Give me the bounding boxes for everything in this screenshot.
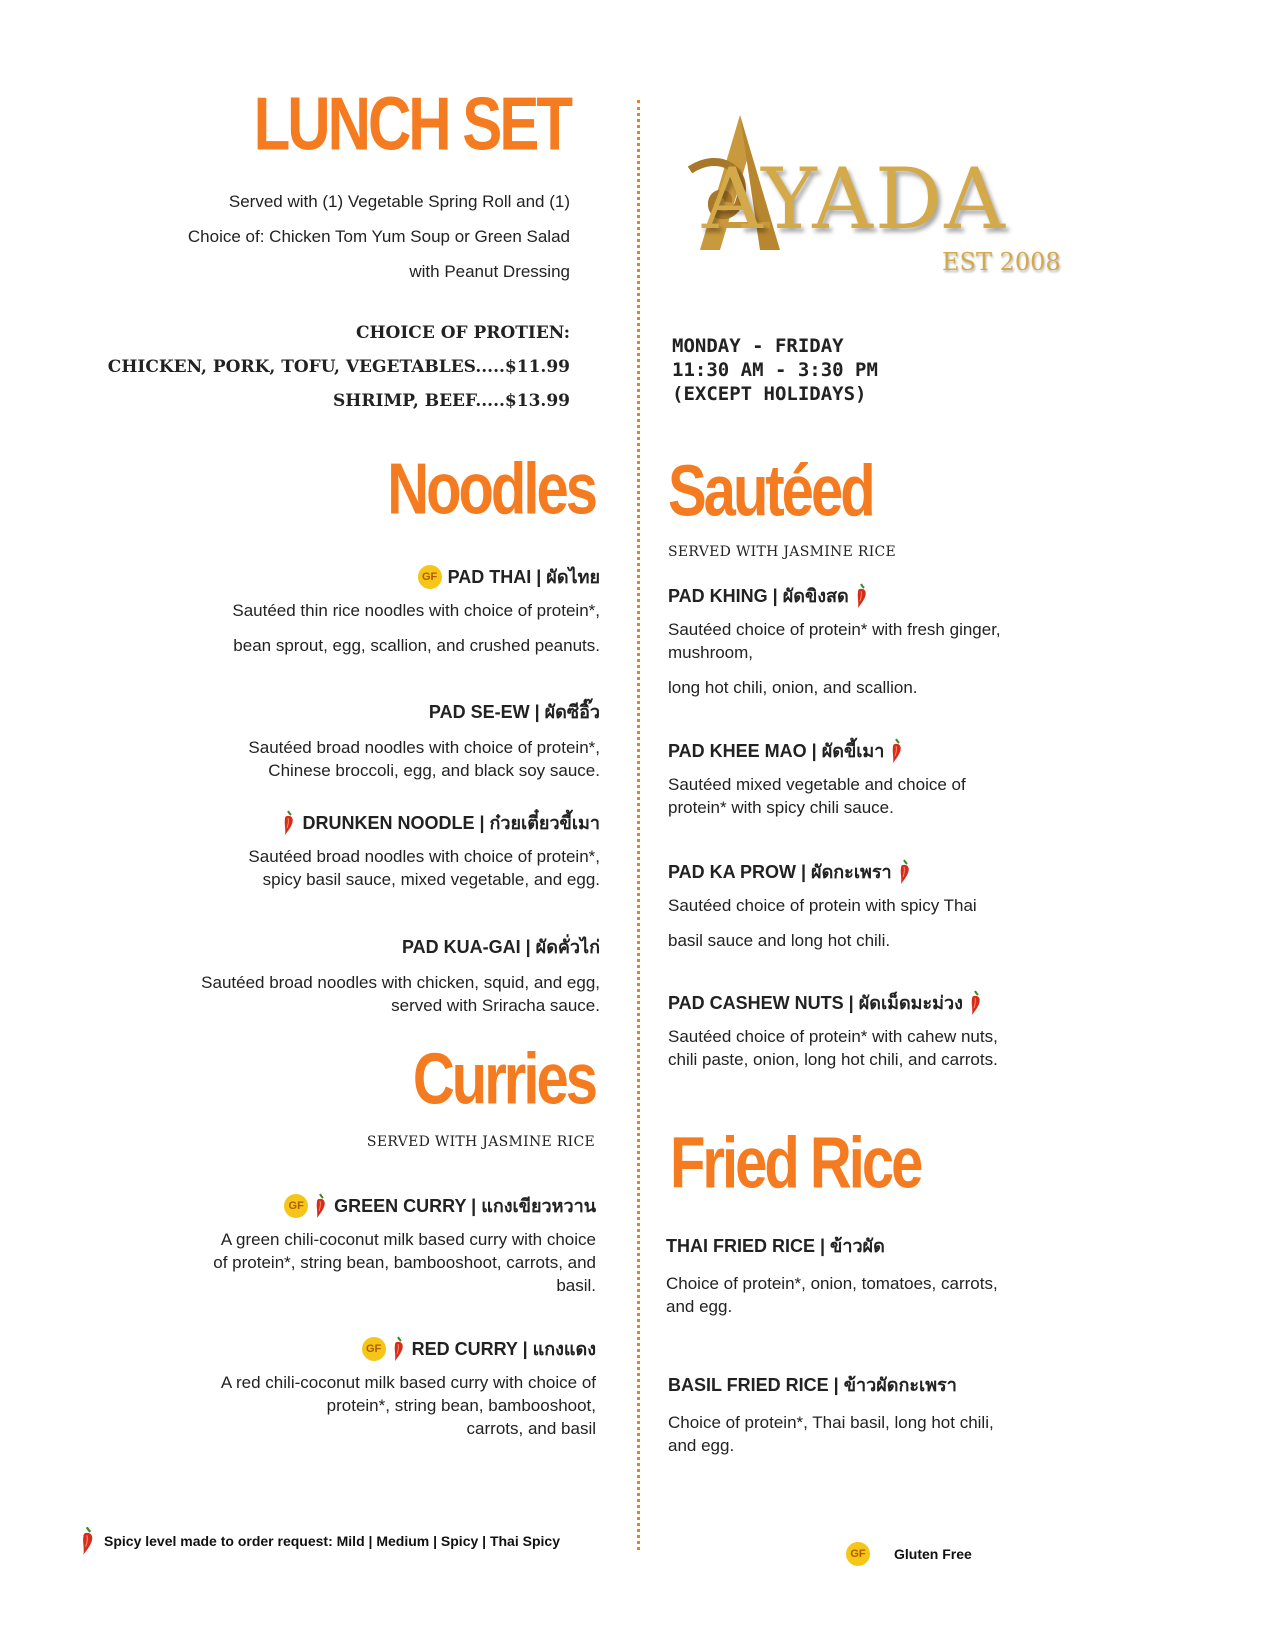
item-desc-line: protein* with spicy chili sauce. bbox=[668, 798, 894, 817]
hours-block bbox=[672, 334, 878, 406]
curries-subtitle: SERVED WITH JASMINE RICE bbox=[366, 1134, 595, 1150]
fried-rice-title: Fried Rice bbox=[670, 1122, 921, 1204]
item-desc-line: Choice of protein*, onion, tomatoes, carrots, bbox=[666, 1274, 998, 1293]
chili-pepper-icon bbox=[282, 810, 296, 836]
item-desc-line: bean sprout, egg, scallion, and crushed peanuts. bbox=[233, 636, 600, 655]
protein-pricing bbox=[100, 316, 570, 418]
item-desc-line: basil. bbox=[556, 1276, 596, 1295]
item-name: PAD SE-EW | ผัดซีอิ๊ว bbox=[428, 702, 600, 722]
price-line-2: SHRIMP, BEEF.....$13.99 bbox=[333, 391, 570, 411]
sauteed-item-pad-khee-mao bbox=[668, 736, 1068, 819]
item-desc-line: Sautéed broad noodles with choice of protein*, bbox=[248, 847, 600, 866]
curry-item-red-curry bbox=[150, 1334, 596, 1440]
gf-badge-icon: GF bbox=[362, 1337, 386, 1361]
item-desc-line: A red chili-coconut milk based curry with choice of bbox=[220, 1373, 596, 1392]
chili-pepper-icon bbox=[80, 1526, 96, 1556]
spicy-legend-text: Spicy level made to order request: Mild | Medium | Spicy | Thai Spicy bbox=[104, 1533, 560, 1549]
item-desc-line: carrots, and basil bbox=[466, 1419, 596, 1438]
ayada-logo bbox=[680, 110, 1120, 290]
logo-est: EST 2008 bbox=[942, 248, 1061, 276]
protein-heading: CHOICE OF PROTIEN: bbox=[355, 323, 570, 343]
chili-pepper-icon bbox=[392, 1336, 406, 1362]
chili-pepper-icon bbox=[969, 990, 983, 1016]
curries-title: Curries bbox=[412, 1038, 595, 1120]
lunch-desc-line: Choice of: Chicken Tom Yum Soup or Green Salad bbox=[187, 227, 570, 246]
sauteed-item-pad-cashew-nuts bbox=[668, 988, 1088, 1071]
item-name: BASIL FRIED RICE | ข้าวผัดกะเพรา bbox=[668, 1375, 957, 1395]
price-line-1: CHICKEN, PORK, TOFU, VEGETABLES.....$11.99 bbox=[107, 357, 570, 377]
item-name: PAD KUA-GAI | ผัดคั่วไก่ bbox=[401, 937, 600, 957]
item-desc-line: A green chili-coconut milk based curry with choice bbox=[220, 1230, 596, 1249]
lunch-description bbox=[120, 184, 570, 289]
chili-pepper-icon bbox=[314, 1193, 328, 1219]
item-name: RED CURRY | แกงแดง bbox=[411, 1339, 596, 1359]
item-desc-line: Sautéed thin rice noodles with choice of protein*, bbox=[232, 601, 600, 620]
hours-time: 11:30 AM - 3:30 PM bbox=[672, 359, 878, 381]
item-desc-line: Sautéed choice of protein with spicy Thai bbox=[668, 896, 977, 915]
item-desc-line: and egg. bbox=[666, 1297, 733, 1316]
item-desc-line: Sautéed broad noodles with choice of protein*, bbox=[248, 738, 600, 757]
footer-gf-legend bbox=[846, 1542, 972, 1566]
gf-badge-icon: GF bbox=[284, 1194, 308, 1218]
item-desc-line: Choice of protein*, Thai basil, long hot chili, bbox=[668, 1413, 994, 1432]
item-name: DRUNKEN NOODLE | ก๋วยเตี๋ยวขี้เมา bbox=[302, 813, 600, 833]
sauteed-item-pad-khing bbox=[668, 581, 1068, 699]
lunch-desc-line: with Peanut Dressing bbox=[409, 262, 570, 281]
item-desc-line: of protein*, string bean, bambooshoot, carrots, and bbox=[213, 1253, 596, 1272]
sauteed-item-pad-ka-prow bbox=[668, 857, 1068, 958]
item-name: PAD KA PROW | ผัดกะเพรา bbox=[668, 862, 892, 882]
item-desc-line: mushroom, bbox=[668, 643, 754, 662]
item-desc-line: served with Sriracha sauce. bbox=[391, 996, 600, 1015]
item-desc-line: protein*, string bean, bambooshoot, bbox=[326, 1396, 596, 1415]
item-desc-line: Sautéed mixed vegetable and choice of bbox=[668, 775, 966, 794]
item-desc-line: long hot chili, onion, and scallion. bbox=[668, 678, 918, 697]
curry-item-green-curry bbox=[150, 1191, 596, 1297]
noodles-title: Noodles bbox=[387, 448, 595, 530]
item-desc-line: spicy basil sauce, mixed vegetable, and egg. bbox=[262, 870, 600, 889]
lunch-set-title: LUNCH SET bbox=[253, 82, 570, 166]
chili-pepper-icon bbox=[898, 859, 912, 885]
item-name: PAD KHING | ผัดขิงสด bbox=[668, 586, 849, 606]
noodle-item-pad-kua-gai bbox=[100, 932, 600, 1017]
gf-legend-text: Gluten Free bbox=[894, 1546, 972, 1562]
item-desc-line: chili paste, onion, long hot chili, and carrots. bbox=[668, 1050, 998, 1069]
chili-pepper-icon bbox=[855, 583, 869, 609]
noodle-item-drunken-noodle bbox=[100, 808, 600, 891]
sauteed-title: Sautéed bbox=[668, 450, 873, 532]
gf-badge-icon: GF bbox=[418, 565, 442, 589]
item-desc-line: Chinese broccoli, egg, and black soy sauce. bbox=[268, 761, 600, 780]
item-name: PAD KHEE MAO | ผัดขี้เมา bbox=[668, 741, 885, 761]
noodle-item-pad-thai bbox=[100, 562, 600, 663]
item-desc-line: basil sauce and long hot chili. bbox=[668, 931, 891, 950]
chili-pepper-icon bbox=[890, 738, 904, 764]
item-name: GREEN CURRY | แกงเขียวหวาน bbox=[334, 1196, 596, 1216]
item-desc-line: and egg. bbox=[668, 1436, 735, 1455]
item-name: PAD THAI | ผัดไทย bbox=[447, 567, 600, 587]
fried-rice-item-basil bbox=[668, 1370, 1088, 1457]
noodle-item-pad-se-ew bbox=[100, 697, 600, 782]
logo-name: AYADA bbox=[702, 150, 1007, 248]
item-desc-line: Sautéed choice of protein* with fresh ginger, bbox=[668, 620, 1001, 639]
item-name: PAD CASHEW NUTS | ผัดเม็ดมะม่วง bbox=[668, 993, 963, 1013]
hours-note: (EXCEPT HOLIDAYS) bbox=[672, 383, 867, 405]
item-desc-line: Sautéed broad noodles with chicken, squid, and egg, bbox=[201, 973, 600, 992]
sauteed-subtitle: SERVED WITH JASMINE RICE bbox=[668, 544, 897, 560]
fried-rice-item-thai bbox=[666, 1231, 1086, 1318]
hours-days: MONDAY - FRIDAY bbox=[672, 335, 844, 357]
footer-spicy-legend bbox=[80, 1526, 560, 1556]
item-name: THAI FRIED RICE | ข้าวผัด bbox=[666, 1236, 885, 1256]
gf-badge-icon: GF bbox=[846, 1542, 870, 1566]
lunch-desc-line: Served with (1) Vegetable Spring Roll and (1) bbox=[228, 192, 570, 211]
center-divider bbox=[637, 100, 640, 1550]
item-desc-line: Sautéed choice of protein* with cahew nuts, bbox=[668, 1027, 998, 1046]
